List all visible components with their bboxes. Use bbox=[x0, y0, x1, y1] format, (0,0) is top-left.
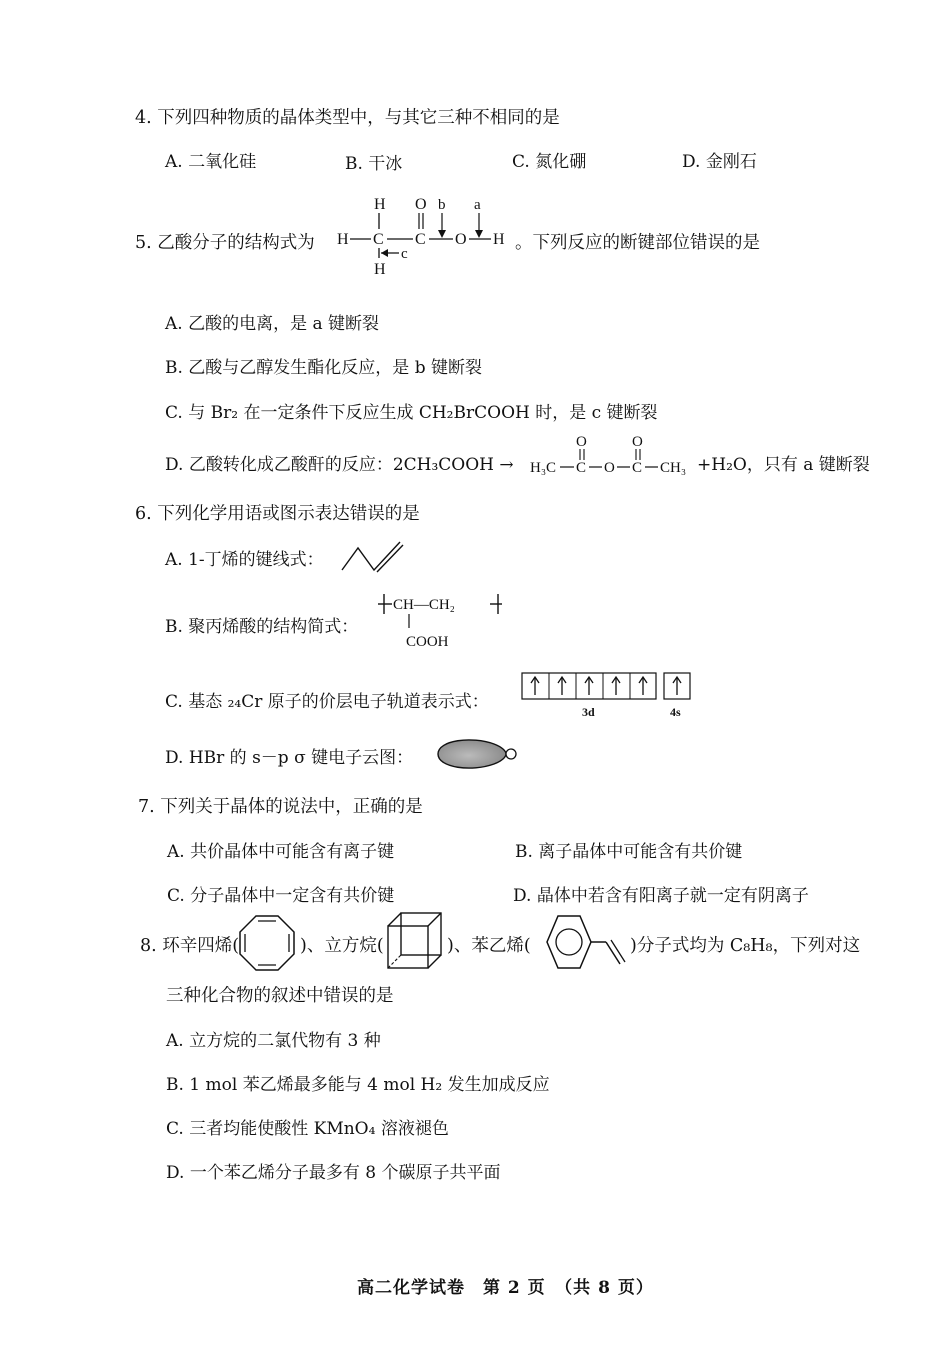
sp-sigma-electron-cloud bbox=[432, 734, 522, 774]
cyclooctatetraene-structure bbox=[236, 912, 298, 974]
q8-stem-3: )、苯乙烯( bbox=[447, 936, 531, 956]
poly-chain-text: CH—CH₂ bbox=[393, 597, 455, 613]
q8-stem-line2: 三种化合物的叙述中错误的是 bbox=[166, 986, 394, 1006]
anhydride-c1: C bbox=[576, 460, 587, 476]
q5-option-d-after: +H₂O，只有 a 键断裂 bbox=[697, 455, 870, 475]
q7-option-d: D. 晶体中若含有阳离子就一定有阴离子 bbox=[513, 886, 809, 906]
q5-option-d-before: D. 乙酸转化成乙酸酐的反应：2CH₃COOH → bbox=[165, 455, 514, 475]
struct-h-right: H bbox=[493, 231, 505, 248]
struct-h-bottom: H bbox=[374, 261, 386, 278]
label-c: c bbox=[401, 246, 408, 262]
polyacrylic-acid-structure bbox=[378, 590, 518, 656]
butene-skeletal-formula bbox=[338, 538, 408, 574]
q5-option-a: A. 乙酸的电离，是 a 键断裂 bbox=[165, 314, 380, 334]
struct-h-left: H bbox=[337, 231, 349, 248]
cubane-structure bbox=[384, 910, 446, 972]
q5-stem-before: 5. 乙酸分子的结构式为 bbox=[135, 233, 315, 253]
q6-option-d: D. HBr 的 s－p σ 键电子云图： bbox=[165, 748, 414, 768]
q8-stem-2: )、立方烷( bbox=[300, 936, 384, 956]
q5-option-c: C. 与 Br₂ 在一定条件下反应生成 CH₂BrCOOH 时，是 c 键断裂 bbox=[165, 403, 658, 423]
acetic-anhydride-structure bbox=[528, 432, 698, 486]
q6-option-b: B. 聚丙烯酸的结构简式： bbox=[165, 617, 359, 637]
q4-option-d: D. 金刚石 bbox=[682, 152, 757, 172]
q5-option-b: B. 乙酸与乙醇发生酯化反应，是 b 键断裂 bbox=[165, 358, 482, 378]
anhydride-c2: C bbox=[632, 460, 643, 476]
q6-stem: 6. 下列化学用语或图示表达错误的是 bbox=[135, 504, 420, 524]
anhydride-o2: O bbox=[632, 434, 643, 450]
q8-option-c: C. 三者均能使酸性 KMnO₄ 溶液褪色 bbox=[166, 1119, 449, 1139]
q6-option-a: A. 1-丁烯的键线式： bbox=[165, 550, 324, 570]
q7-stem: 7. 下列关于晶体的说法中，正确的是 bbox=[138, 797, 423, 817]
anhydride-o1: O bbox=[576, 434, 587, 450]
label-a: a bbox=[474, 197, 481, 213]
q8-stem-1: 8. 环辛四烯( bbox=[140, 936, 240, 956]
label-4s: 4s bbox=[670, 705, 681, 719]
struct-o-hydroxyl: O bbox=[455, 231, 467, 248]
anhydride-o-bridge: O bbox=[604, 460, 615, 476]
struct-h-top: H bbox=[374, 196, 386, 213]
q8-option-a: A. 立方烷的二氯代物有 3 种 bbox=[166, 1031, 381, 1051]
q8-option-b: B. 1 mol 苯乙烯最多能与 4 mol H₂ 发生加成反应 bbox=[166, 1075, 550, 1095]
label-3d: 3d bbox=[582, 705, 595, 719]
q5-stem-after: 。下列反应的断键部位错误的是 bbox=[515, 233, 760, 253]
q7-option-b: B. 离子晶体中可能含有共价键 bbox=[515, 842, 743, 862]
q8-option-d: D. 一个苯乙烯分子最多有 8 个碳原子共平面 bbox=[166, 1163, 501, 1183]
q4-option-c: C. 氮化硼 bbox=[512, 152, 587, 172]
struct-c2: C bbox=[415, 231, 426, 248]
struct-c1: C bbox=[373, 231, 384, 248]
q7-option-a: A. 共价晶体中可能含有离子键 bbox=[167, 842, 395, 862]
q7-option-c: C. 分子晶体中一定含有共价键 bbox=[167, 886, 395, 906]
q4-option-a: A. 二氧化硅 bbox=[165, 152, 257, 172]
anhydride-left: H₃C bbox=[530, 460, 557, 476]
acetic-acid-structure bbox=[335, 192, 525, 284]
q4-option-b: B. 干冰 bbox=[345, 154, 403, 174]
styrene-structure bbox=[540, 912, 630, 972]
poly-cooh-text: COOH bbox=[406, 634, 449, 650]
page-footer: 高二化学试卷 第 2 页 （共 8 页） bbox=[357, 1278, 654, 1298]
label-b: b bbox=[438, 197, 446, 213]
q8-stem-4: )分子式均为 C₈H₈，下列对这 bbox=[630, 936, 861, 956]
cr-orbital-diagram bbox=[520, 670, 700, 724]
q4-stem: 4. 下列四种物质的晶体类型中，与其它三种不相同的是 bbox=[135, 108, 560, 128]
struct-o-carbonyl: O bbox=[415, 196, 427, 213]
anhydride-right: CH₃ bbox=[660, 460, 687, 476]
q6-option-c: C. 基态 ₂₄Cr 原子的价层电子轨道表示式： bbox=[165, 692, 489, 712]
